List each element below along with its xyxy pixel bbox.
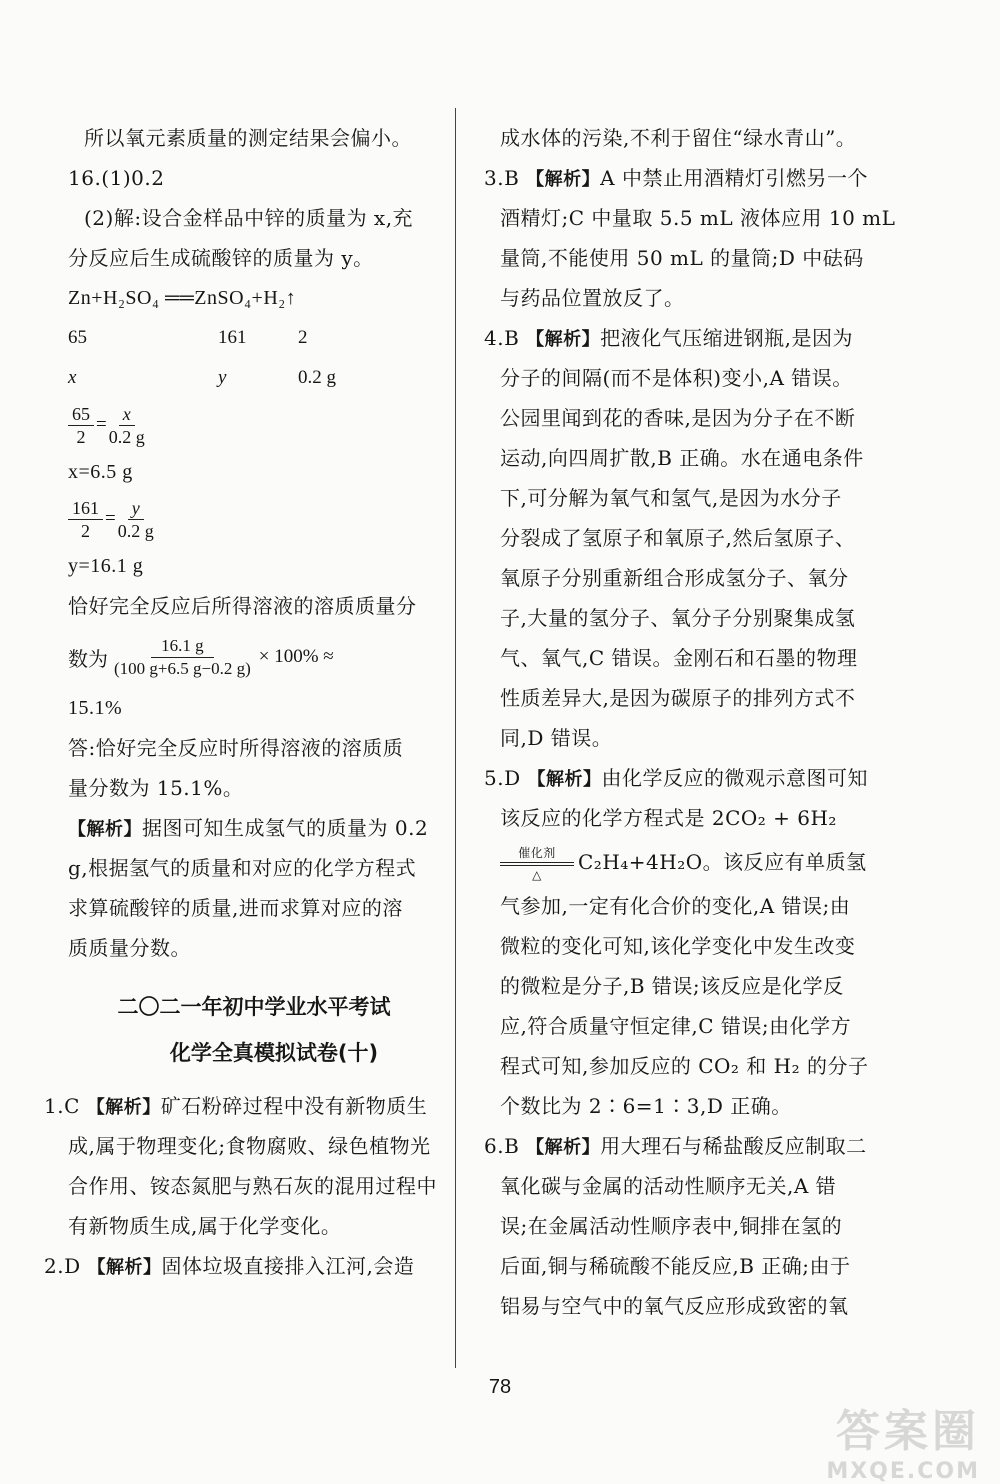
text: 矿石粉碎过程中没有新物质生 bbox=[160, 1094, 428, 1118]
analysis-tag: 【解析】 bbox=[526, 329, 601, 350]
text: A 中禁止用酒精灯引燃另一个 bbox=[600, 166, 868, 190]
equation-row-unknown bbox=[68, 358, 440, 398]
cell: 0.2 g bbox=[298, 367, 336, 388]
text: 固体垃圾直接排入江河,会造 bbox=[161, 1254, 415, 1278]
proportion-2: $\frac{161}{2}$ = $\frac{y}{0.2 g}$ bbox=[68, 492, 440, 546]
text-line: 与药品位置放反了。 bbox=[500, 286, 685, 310]
text-line: 求算硫酸锌的质量,进而求算对应的溶 bbox=[68, 896, 403, 920]
proportion-1: $\frac{65}{2}$ = $\frac{x}{0.2 g}$ bbox=[68, 398, 440, 452]
denominator: (100 g+6.5 g−0.2 g) bbox=[114, 658, 251, 678]
text-line: 气参加,一定有化合价的变化,A 错误;由 bbox=[500, 894, 851, 918]
watermark-logo bbox=[826, 1395, 980, 1484]
fraction bbox=[109, 403, 145, 448]
reaction-line bbox=[484, 838, 884, 886]
equation-row-mass bbox=[68, 318, 440, 358]
catalyst-arrow bbox=[500, 846, 574, 882]
text-line: 质质量分数。 bbox=[68, 936, 191, 960]
analysis-tag: 【解析】 bbox=[527, 769, 602, 790]
result-x: x=6.5 g bbox=[68, 461, 133, 483]
question-number: 5.D bbox=[484, 766, 521, 790]
text-line: 微粒的变化可知,该化学变化中发生改变 bbox=[500, 934, 856, 958]
question-1 bbox=[44, 1086, 440, 1126]
question-4 bbox=[484, 318, 884, 358]
text-line: 个数比为 2∶6=1∶3,D 正确。 bbox=[500, 1094, 792, 1118]
section-heading: 二〇二一年初中学业水平考试 bbox=[117, 995, 391, 1019]
text: 据图可知生成氢气的质量为 0.2 bbox=[142, 816, 429, 840]
text-line: 程式可知,参加反应的 CO₂ 和 H₂ 的分子 bbox=[500, 1054, 869, 1078]
question-number: 2.D bbox=[44, 1254, 81, 1278]
text-line: 酒精灯;C 中量取 5.5 mL 液体应用 10 mL bbox=[500, 206, 896, 230]
text: C₂H₄+4H₂O。该反应有单质氢 bbox=[578, 850, 867, 874]
text: 由化学反应的微观示意图可知 bbox=[601, 766, 868, 790]
text-line: 分子的间隔(而不是体积)变小,A 错误。 bbox=[500, 366, 853, 390]
cell: x bbox=[68, 367, 77, 388]
question-16: 16.(1)0.2 bbox=[68, 166, 165, 190]
text-line: 运动,向四周扩散,B 正确。水在通电条件 bbox=[500, 446, 864, 470]
numerator: 16.1 g bbox=[151, 635, 214, 658]
text-line: 性质差异大,是因为碳原子的排列方式不 bbox=[500, 686, 856, 710]
numerator: 65 bbox=[68, 403, 94, 426]
text-line: 有新物质生成,属于化学变化。 bbox=[68, 1214, 342, 1238]
numerator: x bbox=[119, 403, 135, 426]
heat-symbol: △ bbox=[532, 867, 542, 882]
analysis-tag: 【解析】 bbox=[526, 169, 601, 190]
text-line: 分反应后生成硫酸锌的质量为 y。 bbox=[68, 246, 374, 270]
question-number: 1.C bbox=[44, 1094, 80, 1118]
percent-formula bbox=[68, 626, 440, 688]
analysis-tag: 【解析】 bbox=[526, 1137, 601, 1158]
question-3 bbox=[484, 158, 884, 198]
text-line: (2)解:设合金样品中锌的质量为 x,充 bbox=[84, 206, 414, 230]
fraction bbox=[68, 403, 94, 448]
page-number: 78 bbox=[488, 1376, 512, 1398]
text: 数为 bbox=[68, 646, 108, 671]
analysis-line bbox=[68, 808, 440, 848]
section-subheading: 化学全真模拟试卷(十) bbox=[169, 1041, 379, 1065]
text-line: 合作用、铵态氮肥与熟石灰的混用过程中 bbox=[68, 1174, 437, 1198]
text-line: 同,D 错误。 bbox=[500, 726, 613, 750]
watermark-text: 答案圈 bbox=[836, 1406, 980, 1457]
cell: y bbox=[218, 367, 227, 388]
question-number: 3.B bbox=[484, 166, 520, 190]
question-number: 4.B bbox=[484, 326, 520, 350]
text-line: 所以氧元素质量的测定结果会偏小。 bbox=[84, 126, 412, 150]
text-line: 量筒,不能使用 50 mL 的量筒;D 中砝码 bbox=[500, 246, 864, 270]
fraction bbox=[68, 497, 103, 542]
left-column bbox=[44, 118, 440, 1286]
result-percent: 15.1% bbox=[68, 697, 123, 719]
catalyst-label: 催化剂 bbox=[518, 845, 556, 860]
denominator: 2 bbox=[81, 520, 90, 541]
text-line: 氧原子分别重新组合形成氢分子、氧分 bbox=[500, 566, 849, 590]
text-line: 的微粒是分子,B 错误;该反应是化学反 bbox=[500, 974, 844, 998]
text: 用大理石与稀盐酸反应制取二 bbox=[600, 1134, 867, 1158]
text-line: 子,大量的氢分子、氧分子分别聚集成氢 bbox=[500, 606, 856, 630]
text-line: 公园里闻到花的香味,是因为分子在不断 bbox=[500, 406, 856, 430]
cell: 2 bbox=[298, 327, 308, 348]
text: × 100% ≈ bbox=[258, 646, 334, 667]
chemical-equation: Zn+H₂SO₄ ══ZnSO₄+H₂↑ bbox=[68, 287, 297, 309]
text-line: g,根据氢气的质量和对应的化学方程式 bbox=[68, 856, 417, 880]
answer-line: 量分数为 15.1%。 bbox=[68, 776, 244, 800]
denominator: 2 bbox=[76, 426, 86, 447]
denominator: 0.2 g bbox=[117, 520, 154, 541]
fraction bbox=[114, 635, 251, 680]
cell: 161 bbox=[218, 327, 247, 348]
right-column bbox=[484, 118, 896, 1326]
text-line: 气、氧气,C 错误。金刚石和石墨的物理 bbox=[500, 646, 858, 670]
text-line: 恰好完全反应后所得溶液的溶质质量分 bbox=[68, 594, 417, 618]
text-line: 分裂成了氢原子和氧原子,然后氢原子、 bbox=[500, 526, 856, 550]
denominator: 0.2 g bbox=[108, 426, 145, 447]
numerator: 161 bbox=[68, 497, 103, 520]
answer-line: 答:恰好完全反应时所得溶液的溶质质 bbox=[68, 736, 404, 760]
text-line: 应,符合质量守恒定律,C 错误;由化学方 bbox=[500, 1014, 852, 1038]
analysis-tag: 【解析】 bbox=[68, 819, 142, 840]
text-line: 铝易与空气中的氧气反应形成致密的氧 bbox=[500, 1294, 849, 1318]
column-divider bbox=[455, 108, 456, 1368]
question-number: 6.B bbox=[484, 1134, 520, 1158]
text-line: 下,可分解为氧气和氢气,是因为水分子 bbox=[500, 486, 842, 510]
numerator: y bbox=[128, 497, 144, 520]
text-line: 氧化碳与金属的活动性顺序无关,A 错 bbox=[500, 1174, 837, 1198]
cell: 65 bbox=[68, 327, 87, 348]
question-5 bbox=[484, 758, 884, 798]
question-6 bbox=[484, 1126, 884, 1166]
analysis-tag: 【解析】 bbox=[86, 1097, 161, 1118]
analysis-tag: 【解析】 bbox=[87, 1257, 162, 1278]
text-line: 后面,铜与稀硫酸不能反应,B 正确;由于 bbox=[500, 1254, 851, 1278]
text-line: 该反应的化学方程式是 2CO₂ + 6H₂ bbox=[500, 806, 837, 830]
fraction bbox=[118, 497, 154, 542]
watermark-url: MXQE.COM bbox=[826, 1459, 980, 1484]
text-line: 误;在金属活动性顺序表中,铜排在氢的 bbox=[500, 1214, 843, 1238]
question-2 bbox=[44, 1246, 440, 1286]
text-line: 成,属于物理变化;食物腐败、绿色植物光 bbox=[68, 1134, 431, 1158]
result-y: y=16.1 g bbox=[68, 555, 144, 577]
text: 把液化气压缩进钢瓶,是因为 bbox=[600, 326, 853, 350]
text-line: 成水体的污染,不利于留住“绿水青山”。 bbox=[500, 126, 857, 150]
